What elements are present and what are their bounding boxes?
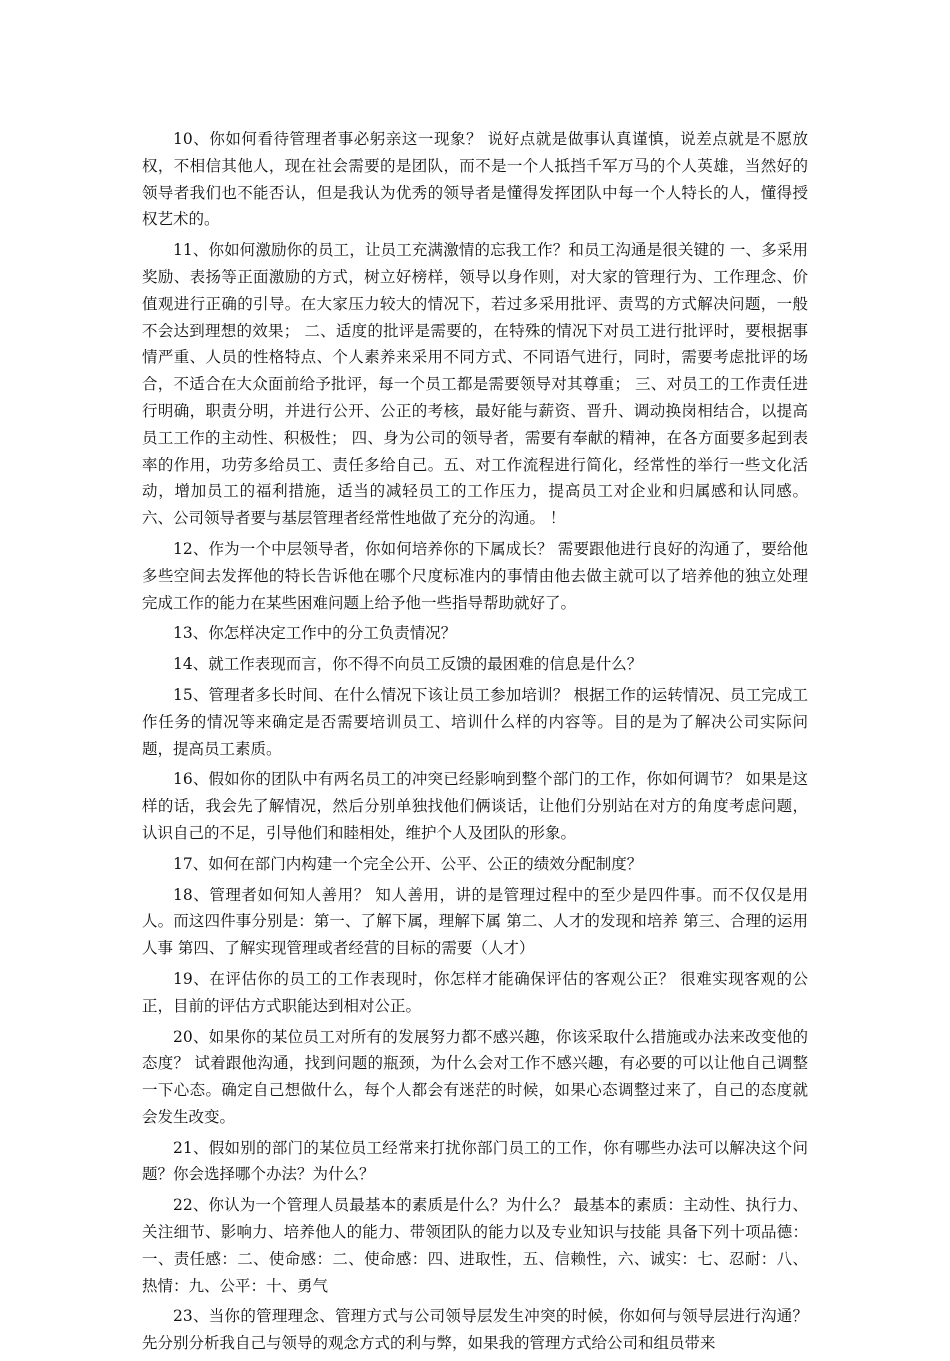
paragraph-q10: 10、你如何看待管理者事必躬亲这一现象？ 说好点就是做事认真谨慎，说差点就是不愿放权，不相信其他人，现在社会需要的是团队，而不是一个人抵挡千军万马的个人英雄，当然好的领导者我们也不能否认，但是我认为优秀的领导者是懂得发挥团队中每一个人特长的人，懂得授权艺术的。 [142, 130, 808, 229]
paragraph-q15: 15、管理者多长时间、在什么情况下该让员工参加培训？ 根据工作的运转情况、员工完成工作任务的情况等来确定是否需要培训员工、培训什么样的内容等。目的是为了解决公司实际问题，提高员工素质。 [142, 685, 808, 758]
paragraph-q14: 14、就工作表现而言，你不得不向员工反馈的最困难的信息是什么？ [173, 655, 643, 674]
paragraph-q20: 20、如果你的某位员工对所有的发展努力都不感兴趣，你该采取什么措施或办法来改变他的态度？ 试着跟他沟通，找到问题的瓶颈，为什么会对工作不感兴趣，有必要的可以让他自己调整一下心态。确定自己想做什么，每个人都会有迷茫的时候，如果心态调整过来了，自己的态度就会发生改变。 [142, 1027, 808, 1126]
paragraph-q12: 12、作为一个中层领导者，你如何培养你的下属成长？ 需要跟他进行良好的沟通了，要给他多些空间去发挥他的特长告诉他在哪个尺度标准内的事情由他去做主就可以了培养他的独立处理完成工作的能力在某些困难问题上给予他一些指导帮助就好了。 [142, 539, 808, 612]
paragraph-q21: 21、假如别的部门的某位员工经常来打扰你部门员工的工作，你有哪些办法可以解决这个问题？你会选择哪个办法？为什么？ [142, 1138, 808, 1184]
paragraph-q23: 23、当你的管理理念、管理方式与公司领导层发生冲突的时候，你如何与领导层进行沟通？ 先分别分析我自己与领导的观念方式的利与弊，如果我的管理方式给公司和组员带来 [142, 1307, 808, 1353]
paragraph-q13: 13、你怎样决定工作中的分工负责情况？ [173, 624, 457, 643]
paragraph-q16: 16、假如你的团队中有两名员工的冲突已经影响到整个部门的工作，你如何调节？ 如果是这样的话，我会先了解情况，然后分别单独找他们俩谈话，让他们分别站在对方的角度考虑问题，认识自己的不足，引导他们和睦相处，维护个人及团队的形象。 [142, 770, 808, 842]
paragraph-q22: 22、你认为一个管理人员最基本的素质是什么？为什么？ 最基本的素质：主动性、执行力、关注细节、影响力、培养他人的能力、带领团队的能力以及专业知识与技能 具备下列十项品德：一、责任感：二、使命感：二、使命感：四、进取性，五、信赖性，六、诚实：七、忍耐：八、热情：九、公平：十、勇气 [142, 1196, 808, 1295]
paragraph-q18: 18、管理者如何知人善用？ 知人善用，讲的是管理过程中的至少是四件事。而不仅仅是用人。而这四件事分别是：第一、了解下属，理解下属 第二、人才的发现和培养 第三、合理的运用人事 第四、了解实现管理或者经营的目标的需要（人才） [142, 885, 808, 958]
paragraph-q17: 17、如何在部门内构建一个完全公开、公平、公正的绩效分配制度？ [173, 854, 643, 873]
paragraph-q11: 11、你如何激励你的员工，让员工充满激情的忘我工作？和员工沟通是很关键的 一、多采用奖励、表扬等正面激励的方式，树立好榜样，领导以身作则，对大家的管理行为、工作理念、价值观进行正确的引导。在大家压力较大的情况下，若过多采用批评、责骂的方式解决问题，一般不会达到理想的效果； 二、适度的批评是需要的，在特殊的情况下对员工进行批评时，要根据事情严重、人员的性格特点、个人素养来采用不同方式、不同语气进行，同时，需要考虑批评的场合，不适合在大众面前给予批评，每一个员工都是需要领导对其尊重； 三、对员工的工作责任进行明确，职责分明，并进行公开、公正的考核，最好能与薪资、晋升、调动换岗相结合，以提高员工工作的主动性、积极性； 四、身为公司的领导者，需要有奉献的精神，在各方面要多起到表率的作用，功劳多给员工、责任多给自己。五、对工作流程进行简化，经常性的举行一些文化活动，增加员工的福利措施，适当的减轻员工的工作压力，提高员工对企业和归属感和认同感。 六、公司领导者要与基层管理者经常性地做了充分的沟通。 ！ [142, 241, 808, 528]
paragraph-q19: 19、在评估你的员工的工作表现时，你怎样才能确保评估的客观公正？ 很难实现客观的公正，目前的评估方式职能达到相对公正。 [142, 969, 808, 1015]
document-body [142, 126, 808, 1361]
